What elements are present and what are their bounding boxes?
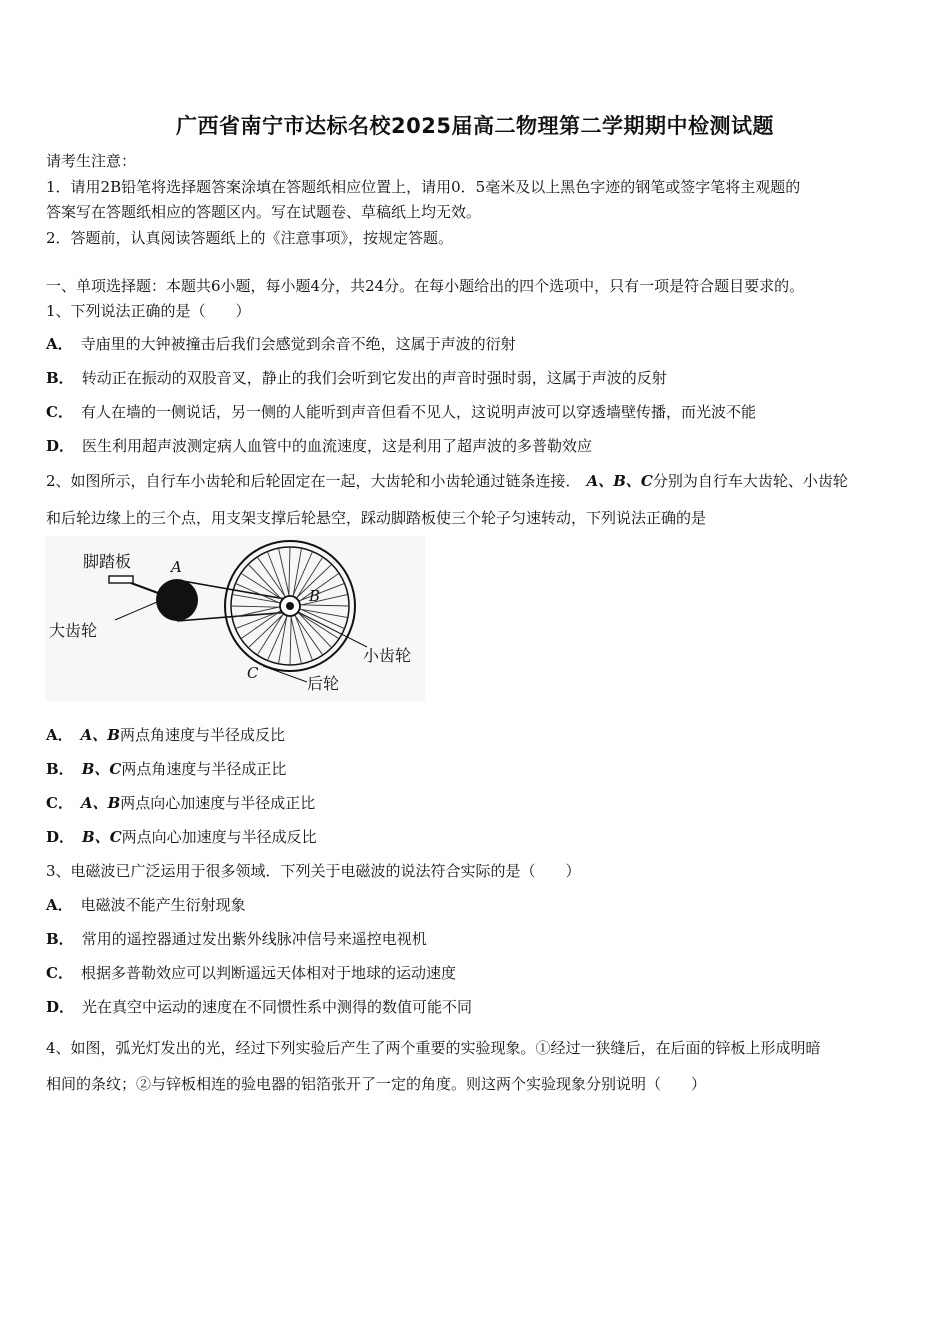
- q1-option-b: [46, 368, 667, 388]
- option-letter: D．: [46, 828, 75, 846]
- section-heading: 一、单项选择题：本题共6小题，每小题4分，共24分。在每小题给出的四个选项中，只有一项是符合题目要求的。: [46, 277, 805, 295]
- q3-stem: 3、电磁波已广泛运用于很多领域．下列关于电磁波的说法符合实际的是（ ）: [46, 862, 581, 880]
- option-text: 光在真空中运动的速度在不同惯性系中测得的数值可能不同: [82, 998, 473, 1016]
- hub: [286, 602, 294, 610]
- q2-stem-part2: 分别为自行车大齿轮、小齿轮: [652, 472, 848, 490]
- option-text: 两点向心加速度与半径成正比: [120, 794, 316, 812]
- option-letter: D．: [46, 998, 75, 1016]
- q2-option-b: [46, 759, 286, 779]
- q1-stem: 1、下列说法正确的是（ ）: [46, 302, 251, 320]
- option-letter: B．: [46, 760, 74, 778]
- option-letter: B．: [46, 930, 74, 948]
- q3-option-b: [46, 929, 427, 949]
- pedal-label: 脚踏板: [83, 552, 132, 571]
- option-points: A、B: [80, 726, 120, 744]
- q2-option-c: [46, 793, 315, 813]
- option-letter: A．: [46, 335, 73, 353]
- big-gear-label: 大齿轮: [49, 621, 98, 640]
- option-letter: C．: [46, 964, 73, 982]
- notice-item-1b: 答案写在答题纸相应的答题区内。写在试题卷、草稿纸上均无效。: [46, 203, 482, 221]
- option-points: B、C: [82, 828, 122, 846]
- q3-option-c: [46, 963, 456, 983]
- q2-option-d: [46, 827, 317, 847]
- option-text: 两点角速度与半径成反比: [119, 726, 285, 744]
- option-text: 两点角速度与半径成正比: [121, 760, 287, 778]
- q4-stem-line2: 相间的条纹；②与锌板相连的验电器的铝箔张开了一定的角度。则这两个实验现象分别说明（ ）: [46, 1075, 707, 1093]
- option-text: 有人在墙的一侧说话，另一侧的人能听到声音但看不见人，这说明声波可以穿透墙壁传播，而光波不能: [80, 403, 756, 421]
- notice-item-1a: 1．请用2B铅笔将选择题答案涂填在答题纸相应位置上，请用0．5毫米及以上黑色字迹的钢笔或签字笔将主观题的: [46, 178, 801, 196]
- notice-item-2: 2．答题前，认真阅读答题纸上的《注意事项》，按规定答题。: [46, 229, 454, 247]
- q2-stem-part1: 2、如图所示，自行车小齿轮和后轮固定在一起，大齿轮和小齿轮通过链条连接．: [46, 472, 581, 490]
- option-points: A、B: [80, 794, 121, 812]
- q2-option-a: [46, 725, 285, 745]
- q3-option-a: [46, 895, 246, 915]
- bicycle-gear-figure: [45, 536, 425, 701]
- notice-heading: 请考生注意：: [46, 152, 137, 170]
- q4-stem-line1: 4、如图，弧光灯发出的光，经过下列实验后产生了两个重要的实验现象。①经过一狭缝后，在后面的锌板上形成明暗: [46, 1039, 821, 1057]
- q1-option-c: [46, 402, 756, 422]
- option-letter: B．: [46, 369, 74, 387]
- big-gear: [156, 579, 198, 621]
- q2-stem-line2: 和后轮边缘上的三个点，用支架支撑后轮悬空，踩动脚踏板使三个轮子匀速转动，下列说法正确的是: [46, 509, 707, 527]
- option-text: 电磁波不能产生衍射现象: [80, 896, 246, 914]
- option-letter: A．: [46, 896, 73, 914]
- small-gear-label: 小齿轮: [363, 646, 412, 665]
- point-b-label: B: [309, 587, 321, 605]
- option-text: 转动正在振动的双股音叉，静止的我们会听到它发出的声音时强时弱，这属于声波的反射: [81, 369, 667, 387]
- point-a-label: A: [171, 558, 182, 576]
- option-points: B、C: [81, 760, 122, 778]
- bicycle-diagram: [45, 536, 425, 701]
- q1-option-a: [46, 334, 516, 354]
- page-title: 广西省南宁市达标名校2025届高二物理第二学期期中检测试题: [176, 114, 774, 138]
- q3-option-d: [46, 997, 472, 1017]
- option-letter: A．: [46, 726, 73, 744]
- option-letter: C．: [46, 794, 73, 812]
- option-text: 医生利用超声波测定病人血管中的血流速度，这是利用了超声波的多普勒效应: [82, 437, 593, 455]
- option-letter: D．: [46, 437, 75, 455]
- q1-option-d: [46, 436, 592, 456]
- option-text: 两点向心加速度与半径成反比: [121, 828, 317, 846]
- point-c-label: C: [247, 664, 259, 682]
- option-letter: C．: [46, 403, 73, 421]
- q2-stem-points: A、B、C: [586, 472, 653, 490]
- option-text: 常用的遥控器通过发出紫外线脉冲信号来遥控电视机: [81, 930, 427, 948]
- option-text: 寺庙里的大钟被撞击后我们会感觉到余音不绝，这属于声波的衍射: [80, 335, 516, 353]
- q2-stem-line1: [46, 471, 848, 491]
- pedal: [109, 576, 133, 583]
- option-text: 根据多普勒效应可以判断遥远天体相对于地球的运动速度: [80, 964, 456, 982]
- rear-wheel-label: 后轮: [307, 674, 340, 693]
